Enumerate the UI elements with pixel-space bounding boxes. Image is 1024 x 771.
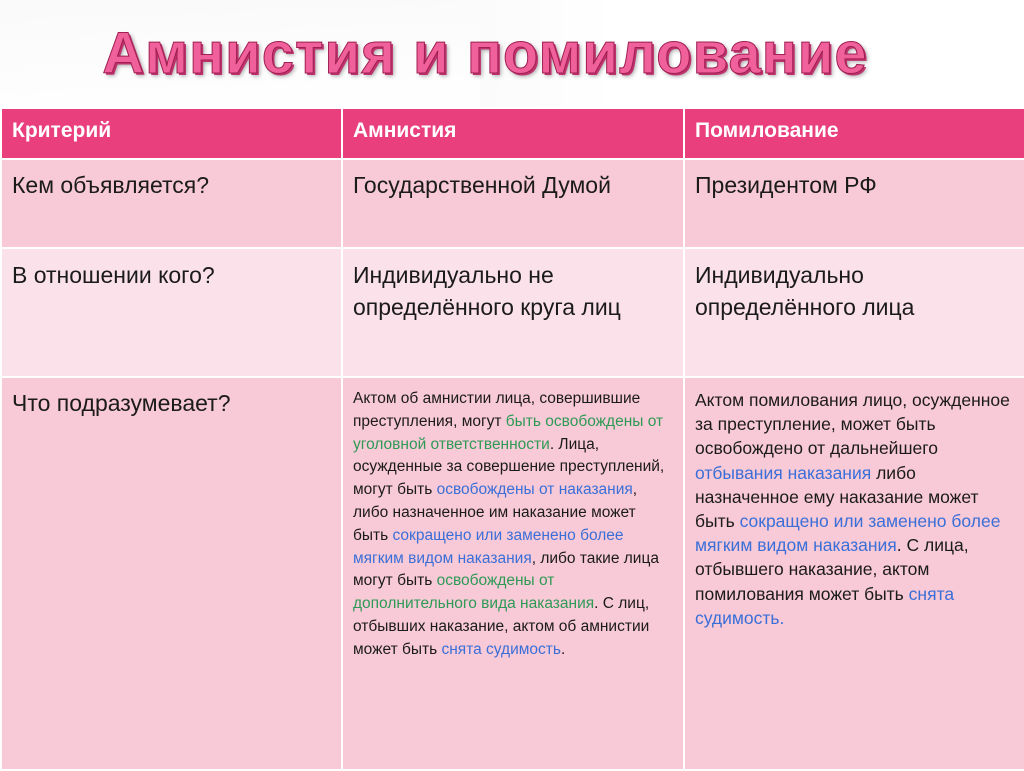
text-segment-black: , либо назначенное им наказание может быть <box>353 481 638 544</box>
table-header-row <box>1 108 1024 159</box>
page-title: Амнистия и помилование <box>102 21 868 86</box>
text-segment-black: . <box>560 640 566 658</box>
text-segment-black: Актом помилования лицо, осужденное за преступление, может быть освобождено от дальнейшего <box>695 390 1010 459</box>
cell-criterion: Кем объявляется? <box>1 159 342 248</box>
text-segment-green: освобождены от дополнительного вида наказания <box>353 572 595 613</box>
cell-criterion: В отношении кого? <box>1 248 342 377</box>
cell-pardon: Индивидуально определённого лица <box>684 248 1024 377</box>
pardon-details-text <box>695 388 1014 630</box>
text-segment-blue: освобождены от наказания <box>436 481 633 499</box>
text-segment-black: . Лица, осужденные за совершение преступлений, могут быть <box>353 435 665 499</box>
text-segment-black: либо назначенное ему наказание может быть <box>695 462 979 532</box>
text-segment-blue: снята судимость <box>441 640 561 658</box>
header-pardon: Помилование <box>684 108 1024 159</box>
text-segment-green: быть освобождены от уголовной ответственности <box>353 412 664 453</box>
header-amnesty: Амнистия <box>342 108 684 159</box>
text-segment-blue: сокращено или заменено более мягким видом наказания <box>695 511 1001 556</box>
header-criterion: Критерий <box>1 108 342 159</box>
cell-pardon: Президентом РФ <box>684 159 1024 248</box>
table-row <box>1 248 1024 377</box>
text-segment-black: Актом об амнистии лица, совершившие преступления, могут <box>353 390 641 430</box>
comparison-table <box>0 107 1024 771</box>
text-segment-black: . С лица, отбывшего наказание, актом помилования может быть <box>695 535 969 604</box>
text-segment-black: , либо такие лица могут быть <box>353 549 659 590</box>
cell-amnesty-details <box>342 377 684 770</box>
comparison-table-container <box>0 107 1024 767</box>
cell-pardon-details <box>684 377 1024 770</box>
table-row <box>1 377 1024 770</box>
text-segment-black: . С лиц, отбывших наказание, актом об амнистии может быть <box>353 595 650 658</box>
text-segment-blue: сокращено или заменено более мягким видом наказания <box>353 526 624 567</box>
cell-amnesty: Индивидуально не определённого круга лиц <box>342 248 684 377</box>
cell-criterion: Что подразумевает? <box>1 377 342 770</box>
amnesty-details-text <box>353 388 673 662</box>
table-row <box>1 159 1024 248</box>
text-segment-blue: снята судимость. <box>695 583 955 628</box>
cell-amnesty: Государственной Думой <box>342 159 684 248</box>
text-segment-blue: отбывания наказания <box>695 462 872 483</box>
